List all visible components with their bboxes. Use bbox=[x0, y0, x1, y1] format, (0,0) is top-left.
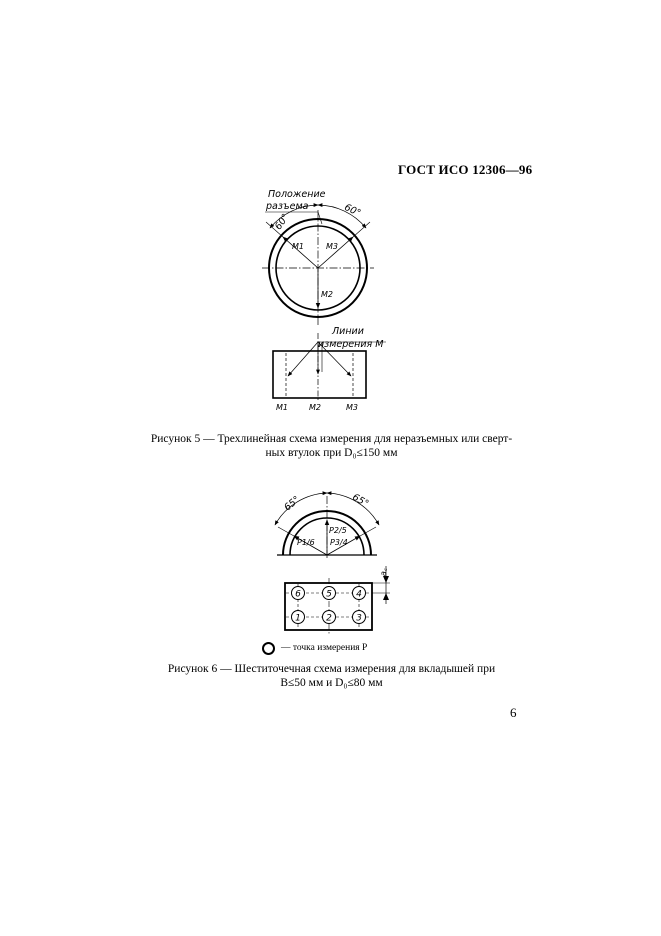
fig5-leader-m1 bbox=[288, 342, 318, 376]
fig6-point-p25: P2/5 bbox=[329, 526, 347, 535]
fig6-point-p16: P1/6 bbox=[297, 538, 315, 547]
fig6-plan-view bbox=[285, 566, 390, 635]
fig6-angle-right-label: 65° bbox=[350, 491, 371, 510]
fig5-lines-label-1: Линии bbox=[332, 326, 364, 337]
measurement-point-ring-icon bbox=[262, 642, 275, 655]
fig6-point-label-4: 4 bbox=[356, 589, 362, 600]
fig5-point-m3: M3 bbox=[326, 242, 338, 251]
fig5-bottom-m2: M2 bbox=[309, 403, 321, 412]
figure-5-caption-line-2: ных втулок при D₀≤150 мм bbox=[265, 447, 398, 459]
fig5-split-label-2: разъема bbox=[266, 201, 309, 212]
fig5-lines-label-2: измерения M bbox=[318, 339, 384, 350]
fig6-point-label-3: 3 bbox=[356, 613, 362, 624]
fig6-point-label-6: 6 bbox=[295, 589, 301, 600]
figure-6-caption bbox=[140, 662, 523, 690]
fig6-point-p34: P3/4 bbox=[330, 538, 348, 547]
fig6-point-label-1: 1 bbox=[295, 613, 301, 624]
fig5-point-m2: M2 bbox=[321, 290, 333, 299]
fig5-angle-right-label: 60° bbox=[342, 202, 363, 220]
page-number: 6 bbox=[510, 705, 517, 720]
fig6-legend-text: — точка измерения P bbox=[281, 643, 368, 653]
fig5-bottom-m1: M1 bbox=[276, 403, 288, 412]
figure-6-caption-line-1: Рисунок 6 — Шеститочечная схема измерения для вкладышей при bbox=[167, 663, 496, 675]
fig5-angle-left-label: 60° bbox=[272, 211, 292, 233]
figure-5-caption bbox=[140, 432, 523, 460]
fig6-angle-left-label: 65° bbox=[282, 494, 303, 514]
fig5-extension-right bbox=[353, 222, 370, 237]
figure-6-caption-line-2: B≤50 мм и D₀≤80 мм bbox=[280, 677, 383, 689]
document-header: ГОСТ ИСО 12306—96 bbox=[398, 162, 533, 177]
fig6-dim-arrow-top bbox=[383, 576, 389, 583]
fig5-bushing-rect bbox=[273, 351, 366, 398]
fig6-point-label-5: 5 bbox=[326, 589, 332, 600]
fig5-split-label-1: Положение bbox=[268, 189, 326, 200]
fig6-dimension-label: a꜀ bbox=[379, 568, 388, 576]
figure-5-caption-line-1: Рисунок 5 — Трехлинейная схема измерения для неразъемных или сверт- bbox=[150, 433, 513, 445]
fig5-split-leader bbox=[318, 212, 322, 224]
fig5-point-m1: M1 bbox=[292, 242, 304, 251]
fig6-dim-arrow-bottom bbox=[383, 593, 389, 600]
fig6-point-label-2: 2 bbox=[326, 613, 332, 624]
fig6-legend bbox=[262, 640, 367, 656]
fig5-bottom-m3: M3 bbox=[346, 403, 358, 412]
